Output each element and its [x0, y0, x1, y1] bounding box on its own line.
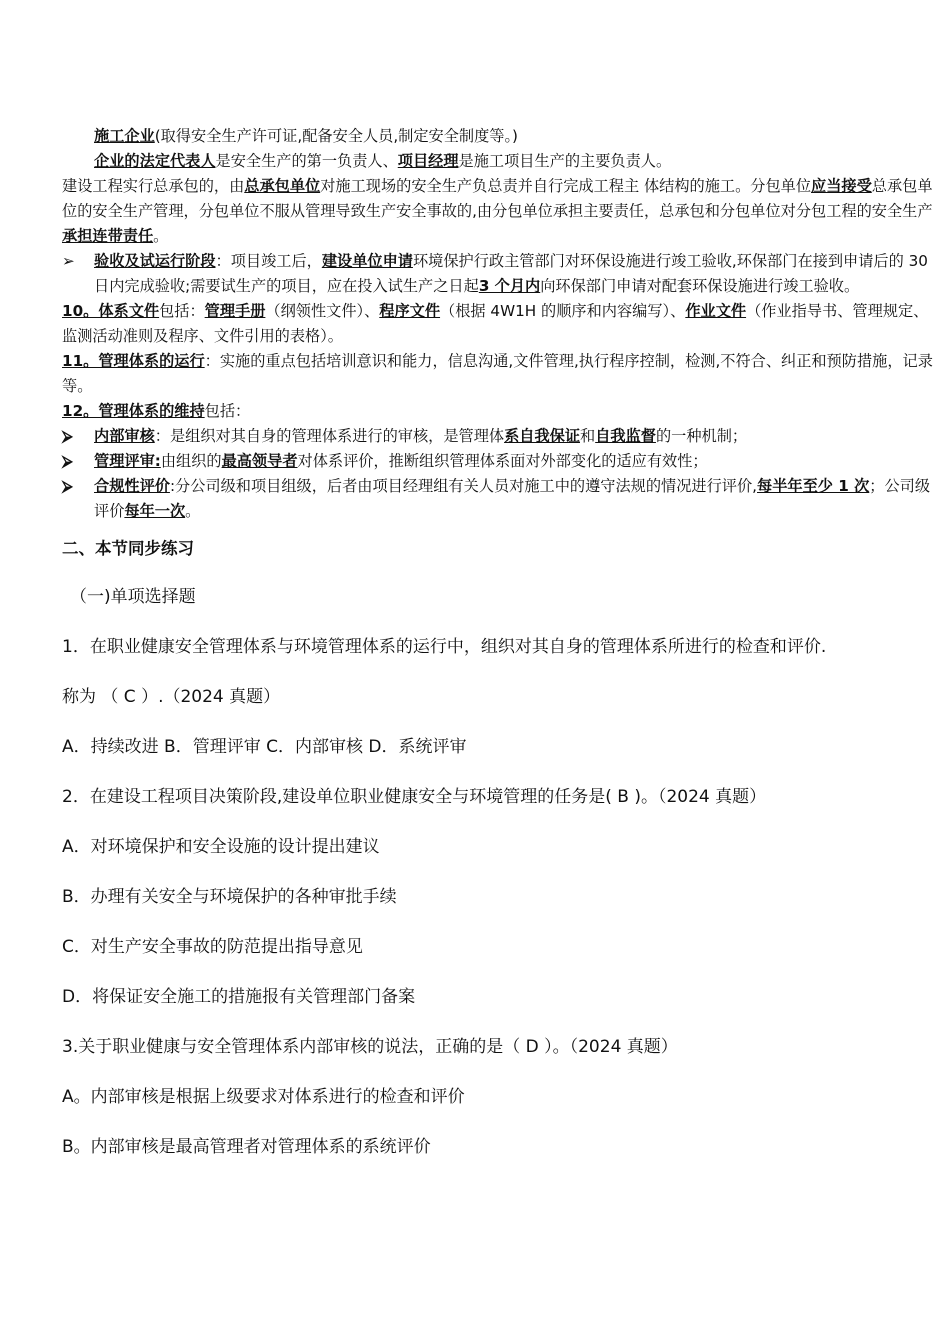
arrow-bullet-icon: ⮚	[62, 477, 73, 495]
bullet-internal-audit: ⮚ 内部审核：是组织对其自身的管理体系进行的审核，是管理体系自我保证和自我监督的一种机制；	[62, 424, 934, 449]
option-line: C．对生产安全事故的防范提出指导意见	[62, 937, 363, 957]
question-line: 3.关于职业健康与安全管理体系内部审核的说法，正确的是（ D ）。（2024 真题）	[62, 1037, 678, 1057]
section-title: 二、本节同步练习	[62, 539, 194, 558]
option-line: A．持续改进 B．管理评审 C．内部审核 D．系统评审	[62, 737, 467, 757]
term-legal-rep: 企业的法定代表人	[94, 152, 216, 170]
question-line: 1．在职业健康安全管理体系与环境管理体系的运行中，组织对其自身的管理体系所进行的检查和评价.	[62, 637, 827, 657]
bullet-acceptance: ➢ 验收及试运行阶段：项目竣工后，建设单位申请环境保护行政主管部门对环保设施进行竣工验收,环保部门在接到申请后的 30 日内完成验收;需要试生产的项目，应在投入试生产之日起3 个月内向环保部门申请对配套环保设施进行竣工验收。	[62, 249, 934, 299]
document-page	[62, 124, 934, 1159]
paragraph-general-contract: 建设工程实行总承包的，由总承包单位对施工现场的安全生产负总责并自行完成工程主 体结构的施工。分包单位应当接受总承包单位的安全生产管理，分包单位不服从管理导致生产安全事故的,由分包单位承担主要责任，总承包和分包单位对分包工程的安全生产承担连带责任。	[62, 177, 933, 245]
paragraph-legal-rep: 企业的法定代表人是安全生产的第一负责人、项目经理是施工项目生产的主要负责人。	[94, 152, 672, 170]
bullet-management-review: ⮚ 管理评审:由组织的最高领导者对体系评价，推断组织管理体系面对外部变化的适应有效性；	[62, 449, 934, 474]
term-project-manager: 项目经理	[397, 152, 459, 170]
question-line: 2．在建设工程项目决策阶段,建设单位职业健康安全与环境管理的任务是( B )。（2024 真题）	[62, 787, 767, 807]
paragraph-system-maintenance: 12。管理体系的维持包括：	[62, 402, 251, 420]
paragraph-system-docs: 10。体系文件包括：管理手册（纲领性文件）、程序文件（根据 4W1H 的顺序和内容编写）、作业文件（作业指导书、管理规定、监测活动准则及程序、文件引用的表格）。	[62, 302, 929, 345]
question-line: 称为 （ C ）.（2024 真题）	[62, 687, 281, 707]
subsection-title: （一)单项选择题	[70, 587, 196, 607]
paragraph-system-operation: 11。管理体系的运行：实施的重点包括培训意识和能力，信息沟通,文件管理,执行程序控制，检测,不符合、纠正和预防措施，记录等。	[62, 352, 933, 395]
option-line: A。内部审核是根据上级要求对体系进行的检查和评价	[62, 1087, 465, 1107]
option-line: B。内部审核是最高管理者对管理体系的系统评价	[62, 1137, 431, 1157]
bullet-compliance-evaluation: ⮚ 合规性评价:分公司级和项目组级，后者由项目经理组有关人员对施工中的遵守法规的情况进行评价,每半年至少 1 次；公司级评价每年一次。	[62, 474, 934, 524]
option-line: B．办理有关安全与环境保护的各种审批手续	[62, 887, 397, 907]
paragraph-contractor: 施工企业(取得安全生产许可证,配备安全人员,制定安全制度等。)	[94, 127, 518, 145]
arrow-bullet-icon: ⮚	[62, 427, 73, 445]
option-line: D．将保证安全施工的措施报有关管理部门备案	[62, 987, 416, 1007]
arrow-bullet-icon: ➢	[62, 252, 75, 270]
arrow-bullet-icon: ⮚	[62, 452, 73, 470]
term-contractor: 施工企业	[94, 127, 155, 145]
option-line: A．对环境保护和安全设施的设计提出建议	[62, 837, 380, 857]
